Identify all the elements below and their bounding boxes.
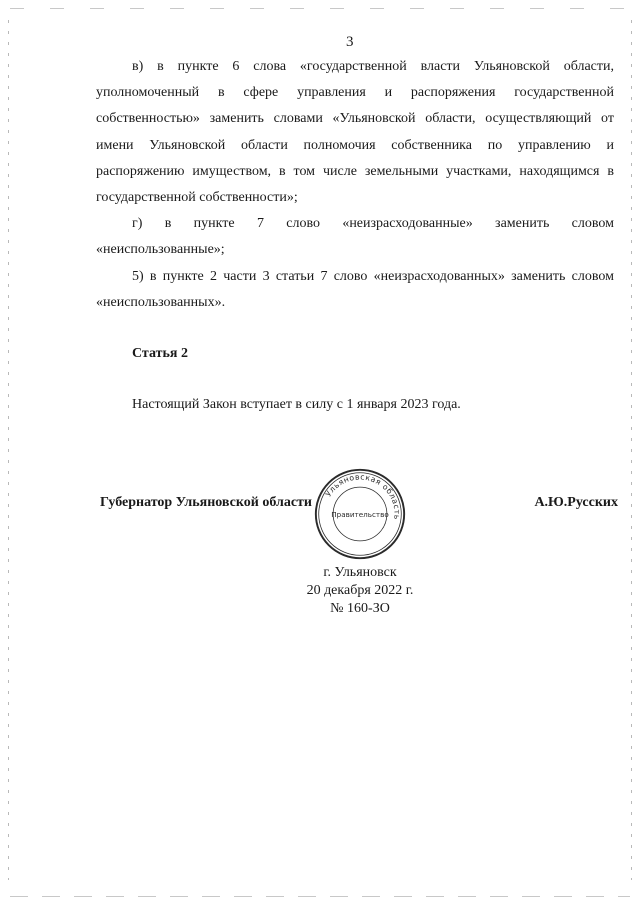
seal-center-text: Правительство bbox=[331, 509, 389, 519]
scan-edge-bottom bbox=[10, 896, 630, 897]
seal-ring-text: Ульяновская область bbox=[323, 472, 402, 521]
place-date-block bbox=[300, 564, 420, 618]
paragraph-item-v: в) в пункте 6 слова «государственной власти Ульяновской области, уполномоченный в сфере управления и распоряжения государственной собственностью» заменить словами «Ульяновской области, осуществляющий от имени Ульяновской области полномочия собственника по управлению и распоряжению имуществом, в том числе земельными участками, находящимся в государственной собственности»; bbox=[96, 59, 614, 206]
governor-name: А.Ю.Русских bbox=[534, 495, 618, 510]
governor-title: Губернатор Ульяновской области bbox=[100, 495, 312, 510]
place-city: г. Ульяновск bbox=[323, 565, 397, 580]
law-number: № 160-ЗО bbox=[330, 601, 390, 616]
paragraph-item-5: 5) в пункте 2 части 3 статьи 7 слово «неизрасходованных» заменить словом «неиспользованных». bbox=[96, 268, 614, 310]
article-heading: Статья 2 bbox=[132, 346, 188, 361]
article-text: Настоящий Закон вступает в силу с 1 января 2023 года. bbox=[132, 397, 461, 412]
scan-edge-top bbox=[10, 8, 630, 9]
law-date: 20 декабря 2022 г. bbox=[306, 583, 414, 598]
scan-edge-right bbox=[631, 20, 632, 880]
paragraph-item-g: г) в пункте 7 слово «неизрасходованные» заменить словом «неиспользованные»; bbox=[96, 216, 614, 258]
official-seal-icon bbox=[312, 466, 408, 562]
scan-edge-left bbox=[8, 20, 9, 880]
document-body bbox=[96, 54, 614, 316]
page-number: 3 bbox=[346, 34, 354, 50]
